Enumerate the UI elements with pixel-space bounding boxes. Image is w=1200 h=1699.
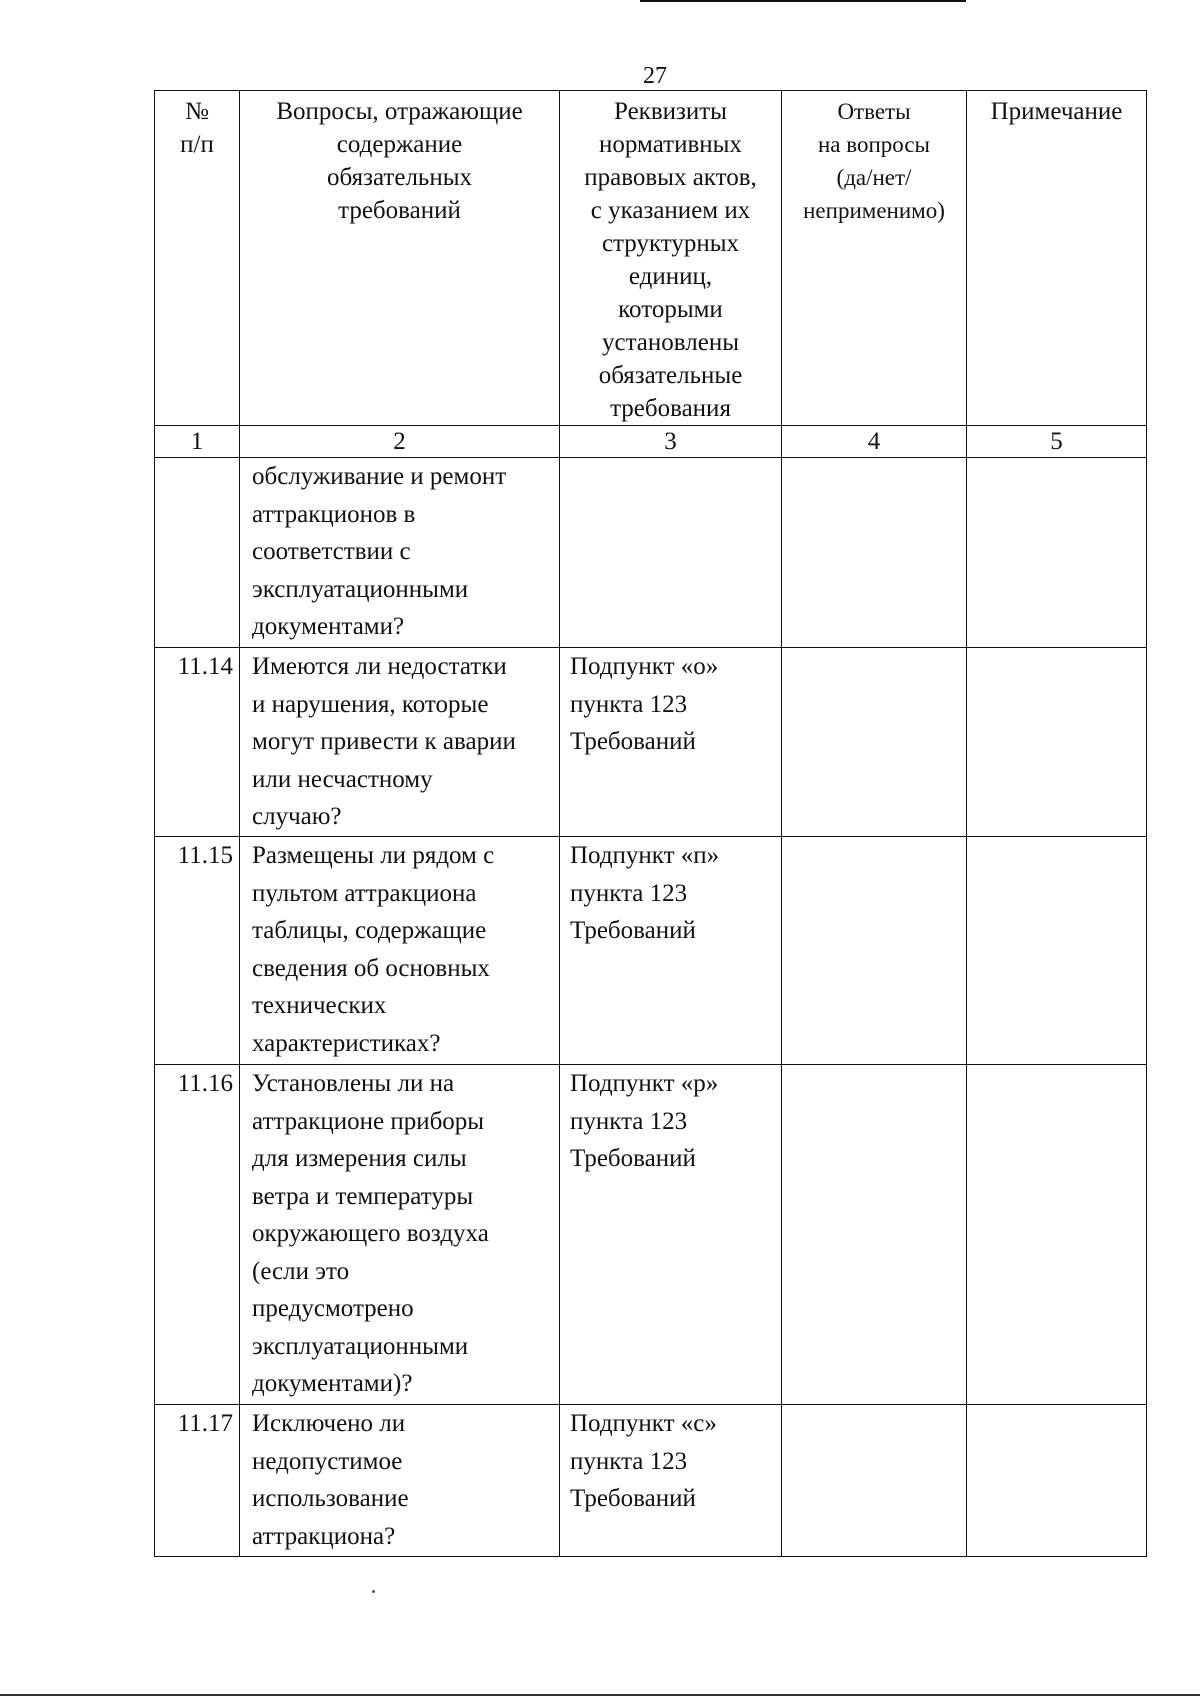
column-number: 5	[967, 426, 1147, 458]
header-number: № п/п	[155, 91, 240, 426]
row-question: обслуживание и ремонт аттракционов в соответствии с эксплуатационными документами?	[240, 458, 560, 648]
header-answers: Ответы на вопросы (да/нет/ неприменимо)	[782, 91, 967, 426]
row-note[interactable]	[967, 648, 1147, 837]
row-question: Исключено ли недопустимое использование аттракциона?	[240, 1405, 560, 1557]
row-number: 11.16	[155, 1065, 240, 1405]
row-requisites: Подпункт «р» пункта 123 Требований	[560, 1065, 782, 1405]
row-requisites: Подпункт «о» пункта 123 Требований	[560, 648, 782, 837]
header-note: Примечание	[967, 91, 1147, 426]
row-number	[155, 458, 240, 648]
scan-speck	[372, 1590, 375, 1593]
row-answer[interactable]	[782, 458, 967, 648]
table-row	[155, 648, 1147, 837]
column-number: 3	[560, 426, 782, 458]
page-number: 27	[643, 63, 667, 89]
table-row	[155, 458, 1147, 648]
column-number-row	[155, 426, 1147, 458]
row-requisites: Подпункт «п» пункта 123 Требований	[560, 837, 782, 1065]
row-note[interactable]	[967, 837, 1147, 1065]
row-number: 11.17	[155, 1405, 240, 1557]
row-question: Установлены ли на аттракционе приборы для измерения силы ветра и температуры окружающего воздуха (если это предусмотрено эксплуатационными документами)?	[240, 1065, 560, 1405]
table-row	[155, 1405, 1147, 1557]
table-row	[155, 837, 1147, 1065]
row-answer[interactable]	[782, 837, 967, 1065]
column-number: 1	[155, 426, 240, 458]
top-rule	[640, 0, 966, 2]
column-number: 2	[240, 426, 560, 458]
column-number: 4	[782, 426, 967, 458]
row-requisites	[560, 458, 782, 648]
row-question: Размещены ли рядом с пультом аттракциона таблицы, содержащие сведения об основных технических характеристиках?	[240, 837, 560, 1065]
row-note[interactable]	[967, 458, 1147, 648]
row-answer[interactable]	[782, 1405, 967, 1557]
header-questions: Вопросы, отражающие содержание обязательных требований	[240, 91, 560, 426]
header-requisites: Реквизиты нормативных правовых актов, с указанием их структурных единиц, которыми установлены обязательные требования	[560, 91, 782, 426]
row-note[interactable]	[967, 1405, 1147, 1557]
row-requisites: Подпункт «с» пункта 123 Требований	[560, 1405, 782, 1557]
row-answer[interactable]	[782, 1065, 967, 1405]
row-answer[interactable]	[782, 648, 967, 837]
row-question: Имеются ли недостатки и нарушения, которые могут привести к аварии или несчастному случаю?	[240, 648, 560, 837]
checklist-table	[154, 90, 1147, 1557]
table-header-row	[155, 91, 1147, 426]
table-row	[155, 1065, 1147, 1405]
row-number: 11.14	[155, 648, 240, 837]
row-note[interactable]	[967, 1065, 1147, 1405]
bottom-rule	[0, 1694, 1200, 1696]
row-number: 11.15	[155, 837, 240, 1065]
